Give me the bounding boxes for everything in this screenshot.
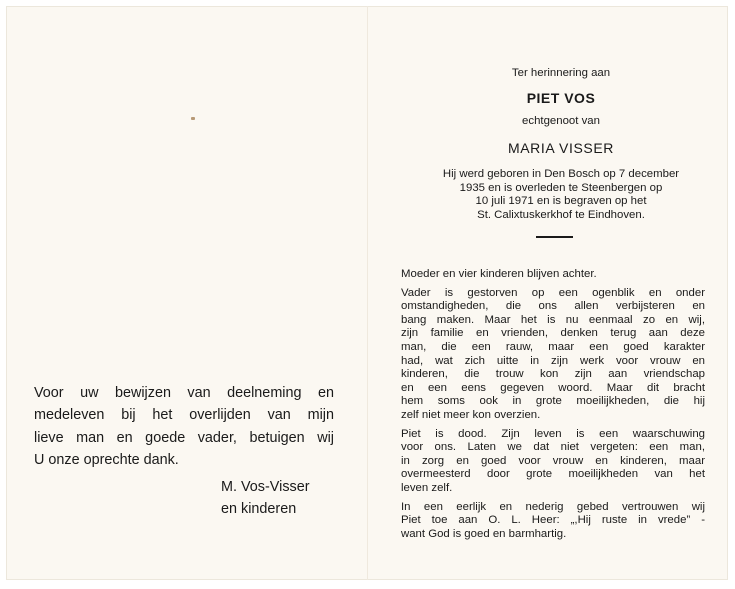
text-line: had, wat zich uitte in zijn werk voor vrouw en <box>401 354 705 367</box>
bio-line: 10 juli 1971 en is begraven op het <box>475 195 647 208</box>
text-line: in zorg en goed voor vrouw en kinderen, maar <box>401 454 705 467</box>
paragraph-about-father <box>401 287 705 423</box>
text-line: want God is goed en barmhartig. <box>401 527 567 540</box>
text-line: voor ons. Laten we dat niet vergeten: een man, <box>401 441 705 454</box>
paragraph-warning <box>401 428 705 496</box>
text-line: en een eens gegeven woord. Maar dit bracht <box>401 381 705 394</box>
bio-line: St. Calixtuskerkhof te Eindhoven. <box>477 208 645 221</box>
bio-line: 1935 en is overleden te Steenbergen op <box>459 181 663 194</box>
card-fold-line <box>367 6 368 580</box>
spouse-name: MARIA VISSER <box>507 140 614 156</box>
text-line: hem soms ook in grote moeilijkheden, die hij <box>401 395 705 408</box>
text-line: Piet is dood. Zijn leven is een waarschuwing <box>401 427 705 440</box>
text-line: overmeesterd door grote moeilijkheden van het <box>401 468 705 481</box>
paragraph-left-behind <box>401 268 705 282</box>
paper-speck <box>191 117 195 120</box>
thanks-line: medeleven bij het overlijden van mijn <box>34 407 334 424</box>
thanks-line: Voor uw bewijzen van deelneming en <box>34 385 334 401</box>
text-line: kinderen, die trouw kon zijn aan vriendschap <box>401 368 705 381</box>
text-line: zelf niet meer kon overzien. <box>401 408 541 421</box>
text-line: omstandigheden, die ons allen verbijsteren en <box>401 300 705 313</box>
text-line: leven zelf. <box>401 481 453 494</box>
text-line: In een eerlijk en nederig gebed vertrouwen wij <box>401 500 705 513</box>
text-line: zijn familie en vrienden, denken terug aan deze <box>401 327 705 340</box>
memorial-text <box>401 268 705 546</box>
memorial-header: Ter herinnering aan <box>511 67 611 79</box>
paragraph-prayer <box>401 501 705 542</box>
thanks-line: U onze oprechte dank. <box>34 452 179 469</box>
signature <box>221 476 310 520</box>
thanks-message <box>34 382 334 472</box>
text-line: bang maken. Maar het is nu eenmaal zo en wij, <box>401 313 705 326</box>
signature-name: M. Vos-Visser <box>221 479 310 495</box>
signature-family: en kinderen <box>221 501 297 517</box>
text-line: Piet toe aan O. L. Heer: „,Hij ruste in vrede” - <box>401 514 705 527</box>
text-line: Moeder en vier kinderen blijven achter. <box>401 268 597 280</box>
section-divider <box>536 236 573 238</box>
thanks-line: lieve man en goede vader, betuigen wij <box>34 429 334 446</box>
biography <box>385 168 735 222</box>
spouse-label: echtgenoot van <box>522 115 600 127</box>
deceased-name: PIET VOS <box>526 90 596 106</box>
text-line: Vader is gestorven op een ogenblik en onder <box>401 286 705 299</box>
bio-line: Hij werd geboren in Den Bosch op 7 december <box>442 168 680 180</box>
text-line: man, die een rauw, maar een goed karakter <box>401 340 705 353</box>
